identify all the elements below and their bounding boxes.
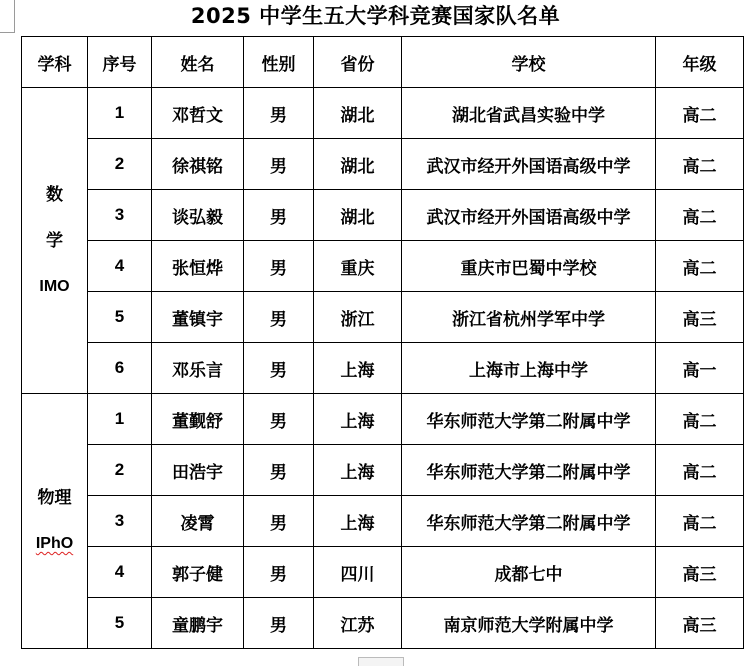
table-row (22, 139, 744, 190)
subject-code: IPhO (35, 535, 74, 552)
table-row (22, 190, 744, 241)
cell-number: 3 (88, 190, 152, 241)
cell-province: 上海 (314, 445, 402, 496)
cell-school: 南京师范大学附属中学 (402, 598, 656, 649)
cell-name: 邓乐言 (152, 343, 244, 394)
cell-grade: 高二 (656, 445, 744, 496)
subject-cell-math (22, 88, 88, 394)
cell-name: 董镇宇 (152, 292, 244, 343)
cell-province: 湖北 (314, 139, 402, 190)
cell-number: 5 (88, 598, 152, 649)
cell-gender: 男 (244, 547, 314, 598)
cell-number: 2 (88, 445, 152, 496)
roster-table (21, 36, 744, 649)
cell-school: 华东师范大学第二附属中学 (402, 445, 656, 496)
table-row (22, 343, 744, 394)
cell-school: 重庆市巴蜀中学校 (402, 241, 656, 292)
cell-province: 四川 (314, 547, 402, 598)
cell-grade: 高二 (656, 88, 744, 139)
header-school: 学校 (402, 37, 656, 88)
cell-school: 浙江省杭州学军中学 (402, 292, 656, 343)
header-number: 序号 (88, 37, 152, 88)
cell-number: 2 (88, 139, 152, 190)
table-row (22, 598, 744, 649)
cell-province: 上海 (314, 394, 402, 445)
subject-code: IMO (39, 277, 70, 295)
cell-school: 武汉市经开外国语高级中学 (402, 139, 656, 190)
cell-grade: 高三 (656, 292, 744, 343)
table-row (22, 445, 744, 496)
cell-name: 徐祺铭 (152, 139, 244, 190)
cell-grade: 高一 (656, 343, 744, 394)
cell-number: 1 (88, 394, 152, 445)
cell-school: 华东师范大学第二附属中学 (402, 496, 656, 547)
cell-number: 6 (88, 343, 152, 394)
cell-province: 浙江 (314, 292, 402, 343)
header-subject: 学科 (22, 37, 88, 88)
cell-grade: 高二 (656, 394, 744, 445)
cell-school: 华东师范大学第二附属中学 (402, 394, 656, 445)
cell-number: 1 (88, 88, 152, 139)
cell-name: 邓哲文 (152, 88, 244, 139)
page-title: 2025 中学生五大学科竞赛国家队名单 (190, 4, 561, 28)
header-name: 姓名 (152, 37, 244, 88)
cell-gender: 男 (244, 292, 314, 343)
cell-name: 谈弘毅 (152, 190, 244, 241)
cell-province: 上海 (314, 496, 402, 547)
table-row (22, 496, 744, 547)
cell-grade: 高二 (656, 241, 744, 292)
table-row (22, 394, 744, 445)
subject-cell-physics (22, 394, 88, 649)
cell-gender: 男 (244, 241, 314, 292)
cell-number: 4 (88, 241, 152, 292)
cell-name: 董觐舒 (152, 394, 244, 445)
subject-line: 学 (46, 230, 63, 251)
subject-line: 物理 (37, 488, 72, 508)
cell-number: 4 (88, 547, 152, 598)
cell-gender: 男 (244, 88, 314, 139)
cell-grade: 高二 (656, 139, 744, 190)
header-row (22, 37, 744, 88)
cell-school: 武汉市经开外国语高级中学 (402, 190, 656, 241)
cell-province: 江苏 (314, 598, 402, 649)
cell-number: 5 (88, 292, 152, 343)
cell-grade: 高二 (656, 496, 744, 547)
cell-school: 湖北省武昌实验中学 (402, 88, 656, 139)
cell-name: 凌霄 (152, 496, 244, 547)
table-row (22, 88, 744, 139)
cell-school: 上海市上海中学 (402, 343, 656, 394)
cell-name: 张恒烨 (152, 241, 244, 292)
header-grade: 年级 (656, 37, 744, 88)
sheet-tab[interactable] (358, 657, 404, 666)
header-gender: 性别 (244, 37, 314, 88)
cell-name: 郭子健 (152, 547, 244, 598)
cell-name: 田浩宇 (152, 445, 244, 496)
cell-gender: 男 (244, 343, 314, 394)
header-province: 省份 (314, 37, 402, 88)
cell-grade: 高三 (656, 547, 744, 598)
table-row (22, 241, 744, 292)
table-row (22, 547, 744, 598)
cell-gender: 男 (244, 139, 314, 190)
table-row (22, 292, 744, 343)
cell-province: 湖北 (314, 190, 402, 241)
cell-province: 湖北 (314, 88, 402, 139)
cell-gender: 男 (244, 190, 314, 241)
cell-gender: 男 (244, 394, 314, 445)
cell-gender: 男 (244, 598, 314, 649)
cell-grade: 高二 (656, 190, 744, 241)
cell-number: 3 (88, 496, 152, 547)
cell-name: 童鹏宇 (152, 598, 244, 649)
subject-line: 数 (46, 184, 63, 205)
cell-province: 上海 (314, 343, 402, 394)
cell-gender: 男 (244, 445, 314, 496)
cell-province: 重庆 (314, 241, 402, 292)
cell-grade: 高三 (656, 598, 744, 649)
cell-gender: 男 (244, 496, 314, 547)
cell-school: 成都七中 (402, 547, 656, 598)
